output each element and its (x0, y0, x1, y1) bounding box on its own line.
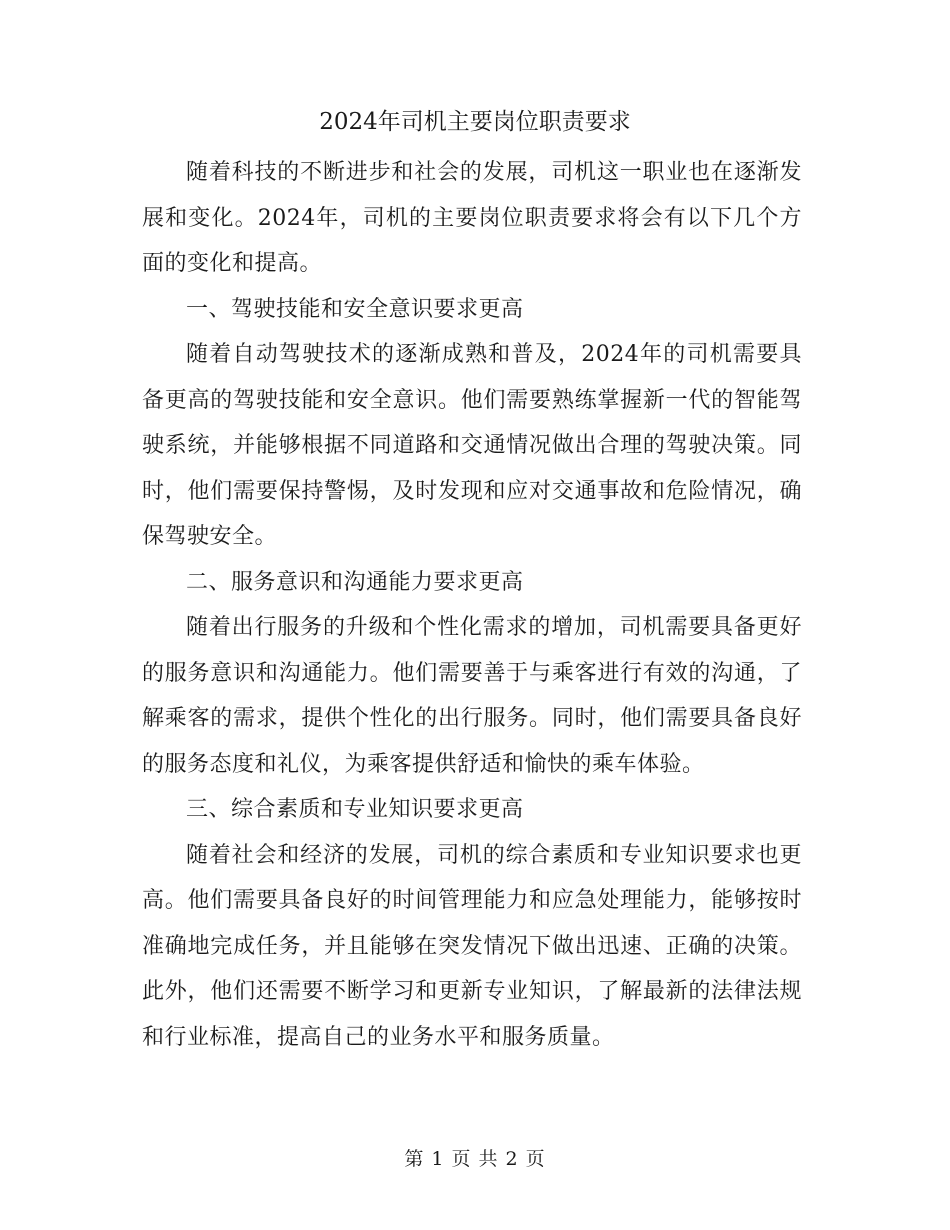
document-body (142, 150, 802, 1060)
intro-paragraph: 随着科技的不断进步和社会的发展，司机这一职业也在逐渐发展和变化。2024年，司机的主要岗位职责要求将会有以下几个方面的变化和提高。 (142, 160, 802, 276)
page-number-footer: 第 1 页 共 2 页 (404, 1148, 546, 1170)
page-title: 2024年司机主要岗位职责要求 (319, 109, 631, 135)
section-body-3: 随着社会和经济的发展，司机的综合素质和专业知识要求也更高。他们需要具备良好的时间管理能力和应急处理能力，能够按时准确地完成任务，并且能够在突发情况下做出迅速、正确的决策。此外，他们还需要不断学习和更新专业知识，了解最新的法律法规和行业标准，提高自己的业务水平和服务质量。 (142, 842, 802, 1050)
section-heading-2: 二、服务意识和沟通能力要求更高 (186, 569, 524, 595)
section-heading-1: 一、驾驶技能和安全意识要求更高 (186, 296, 524, 322)
section-body-2: 随着出行服务的升级和个性化需求的增加，司机需要具备更好的服务意识和沟通能力。他们需要善于与乘客进行有效的沟通，了解乘客的需求，提供个性化的出行服务。同时，他们需要具备良好的服务态度和礼仪，为乘客提供舒适和愉快的乘车体验。 (142, 615, 802, 777)
section-body-1: 随着自动驾驶技术的逐渐成熟和普及，2024年的司机需要具备更高的驾驶技能和安全意识。他们需要熟练掌握新一代的智能驾驶系统，并能够根据不同道路和交通情况做出合理的驾驶决策。同时，他们需要保持警惕，及时发现和应对交通事故和危险情况，确保驾驶安全。 (142, 342, 802, 549)
section-heading-3: 三、综合素质和专业知识要求更高 (186, 797, 524, 822)
